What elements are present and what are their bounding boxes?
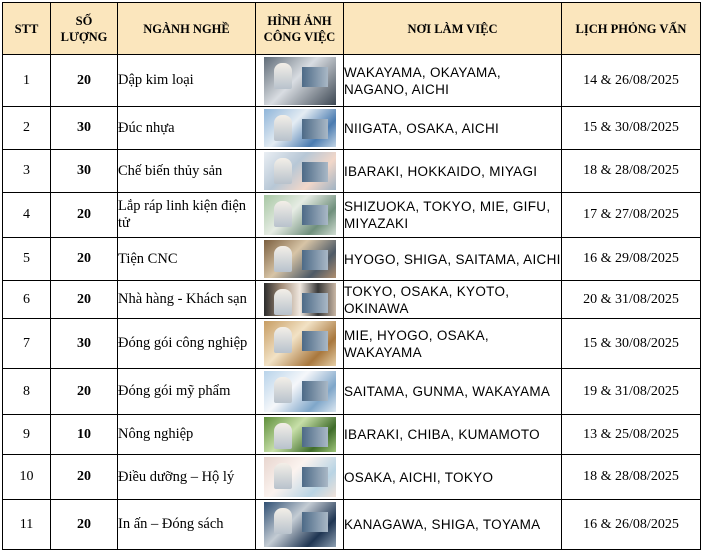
industrial-packing-photo [264,321,336,366]
row-location: NIIGATA, OSAKA, AICHI [344,107,562,150]
row-quantity: 10 [51,415,118,455]
row-location: MIE, HYOGO, OSAKA, WAKAYAMA [344,319,562,369]
row-location: SAITAMA, GUNMA, WAKAYAMA [344,369,562,415]
header-quantity [51,3,118,55]
row-quantity: 20 [51,55,118,107]
row-schedule: 19 & 31/08/2025 [562,369,701,415]
row-quantity: 30 [51,150,118,193]
table-row [3,500,701,550]
row-schedule: 17 & 27/08/2025 [562,193,701,238]
row-job: Điều dưỡng – Hộ lý [118,455,256,500]
row-quantity: 20 [51,193,118,238]
row-quantity: 20 [51,500,118,550]
agriculture-photo [264,417,336,452]
row-stt: 3 [3,150,51,193]
printing-bookbinding-photo [264,502,336,547]
header-image-line2: CÔNG VIỆC [263,29,336,44]
row-job: Dập kim loại [118,55,256,107]
metal-stamping-photo [264,57,336,105]
row-job: Tiện CNC [118,238,256,281]
row-location: OSAKA, AICHI, TOKYO [344,455,562,500]
header-schedule: LỊCH PHỎNG VẤN [562,3,701,55]
header-job: NGÀNH NGHỀ [118,3,256,55]
row-stt: 2 [3,107,51,150]
row-stt: 4 [3,193,51,238]
header-stt: STT [3,3,51,55]
row-schedule: 13 & 25/08/2025 [562,415,701,455]
nursing-care-photo [264,457,336,497]
plastic-molding-photo [264,109,336,147]
table-row [3,107,701,150]
row-job: Đóng gói công nghiệp [118,319,256,369]
row-stt: 8 [3,369,51,415]
table-row [3,281,701,319]
cosmetics-packing-photo [264,371,336,412]
row-stt: 11 [3,500,51,550]
table-row [3,238,701,281]
restaurant-hotel-photo [264,283,336,316]
seafood-processing-photo [264,152,336,190]
table-row [3,193,701,238]
row-schedule: 16 & 29/08/2025 [562,238,701,281]
table-row [3,319,701,369]
row-quantity: 30 [51,107,118,150]
row-schedule: 15 & 30/08/2025 [562,107,701,150]
row-location: WAKAYAMA, OKAYAMA, NAGANO, AICHI [344,55,562,107]
row-stt: 1 [3,55,51,107]
row-schedule: 16 & 26/08/2025 [562,500,701,550]
row-stt: 5 [3,238,51,281]
row-quantity: 20 [51,369,118,415]
electronics-assembly-photo [264,195,336,235]
row-schedule: 20 & 31/08/2025 [562,281,701,319]
row-quantity: 20 [51,455,118,500]
table-row [3,455,701,500]
table-row [3,55,701,107]
row-job: Chế biến thủy sản [118,150,256,193]
row-location: HYOGO, SHIGA, SAITAMA, AICHI [344,238,562,281]
row-job: Nhà hàng - Khách sạn [118,281,256,319]
row-job: Nông nghiệp [118,415,256,455]
header-location: NƠI LÀM VIỆC [344,3,562,55]
row-location: SHIZUOKA, TOKYO, MIE, GIFU, MIYAZAKI [344,193,562,238]
header-quantity-line1: SỐ [75,13,93,28]
row-stt: 10 [3,455,51,500]
row-job: Đúc nhựa [118,107,256,150]
row-schedule: 18 & 28/08/2025 [562,455,701,500]
row-schedule: 15 & 30/08/2025 [562,319,701,369]
row-quantity: 20 [51,238,118,281]
row-quantity: 20 [51,281,118,319]
header-quantity-line2: LƯỢNG [60,29,108,44]
row-stt: 7 [3,319,51,369]
row-schedule: 14 & 26/08/2025 [562,55,701,107]
row-location: KANAGAWA, SHIGA, TOYAMA [344,500,562,550]
table-row [3,150,701,193]
row-job: Đóng gói mỹ phẩm [118,369,256,415]
row-location: TOKYO, OSAKA, KYOTO, OKINAWA [344,281,562,319]
row-job: In ấn – Đóng sách [118,500,256,550]
table-row [3,415,701,455]
header-image [256,3,344,55]
row-stt: 6 [3,281,51,319]
job-listing-table [2,2,701,550]
row-stt: 9 [3,415,51,455]
row-location: IBARAKI, HOKKAIDO, MIYAGI [344,150,562,193]
table-row [3,369,701,415]
row-job: Lắp ráp linh kiện điện tử [118,193,256,238]
cnc-lathe-photo [264,240,336,278]
row-quantity: 30 [51,319,118,369]
header-image-line1: HÌNH ẢNH [267,13,332,28]
row-location: IBARAKI, CHIBA, KUMAMOTO [344,415,562,455]
table-header-row [3,3,701,55]
row-schedule: 18 & 28/08/2025 [562,150,701,193]
